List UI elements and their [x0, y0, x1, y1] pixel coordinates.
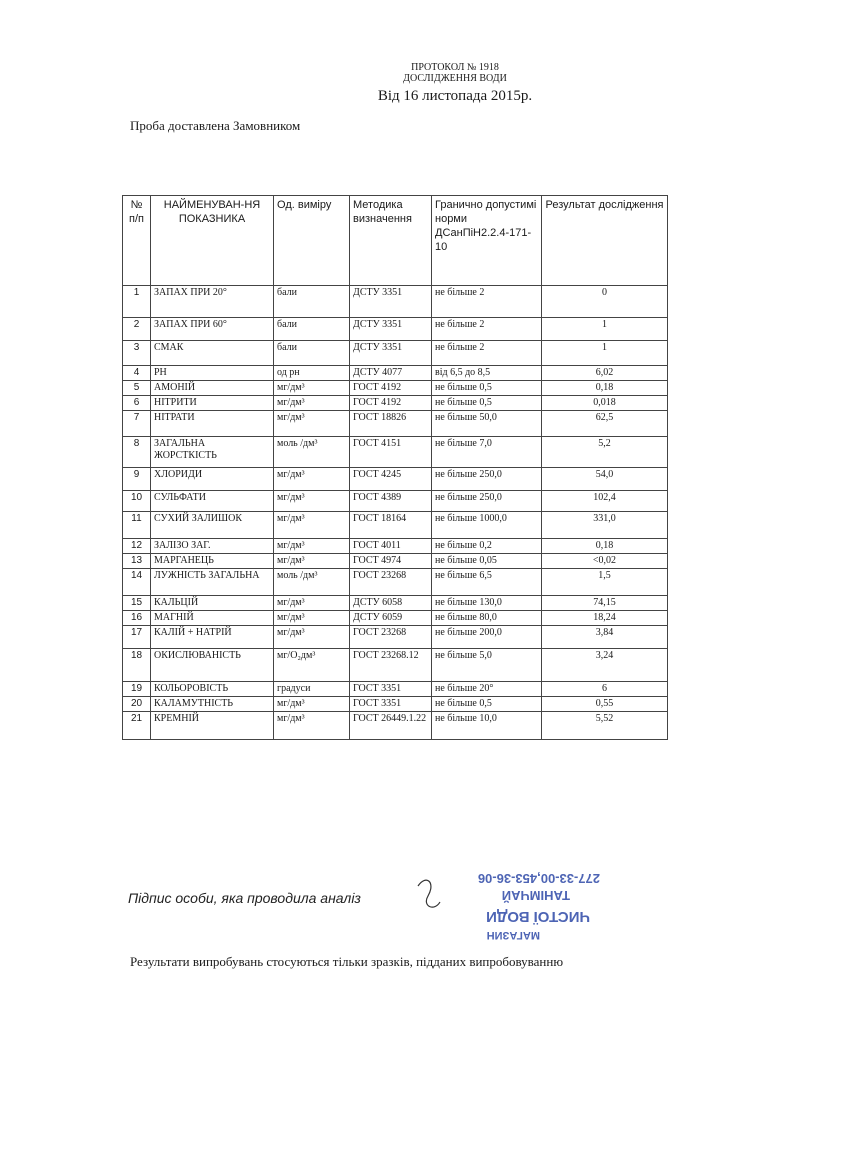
- cell-name: РН: [151, 366, 274, 381]
- cell-method: ДСТУ 6059: [350, 611, 432, 626]
- cell-norm: не більше 0,05: [432, 554, 542, 569]
- stamp-line: ЧИСТОЇ ВОДИ: [486, 908, 590, 925]
- cell-no: 20: [123, 697, 151, 712]
- table-row: [123, 596, 668, 611]
- cell-method: ДСТУ 3351: [350, 286, 432, 318]
- cell-name: НІТРИТИ: [151, 396, 274, 411]
- cell-unit: бали: [274, 341, 350, 366]
- cell-norm: не більше 10,0: [432, 712, 542, 740]
- cell-no: 13: [123, 554, 151, 569]
- table-row: [123, 569, 668, 596]
- table-row: [123, 411, 668, 437]
- cell-no: 3: [123, 341, 151, 366]
- cell-name: ЛУЖНІСТЬ ЗАГАЛЬНА: [151, 569, 274, 596]
- cell-unit: мг/дм³: [274, 512, 350, 539]
- cell-result: 3,84: [542, 626, 668, 649]
- table-row: [123, 381, 668, 396]
- cell-no: 8: [123, 437, 151, 468]
- cell-result: 6,02: [542, 366, 668, 381]
- cell-norm: не більше 1000,0: [432, 512, 542, 539]
- header-name: НАЙМЕНУВАН-НЯ ПОКАЗНИКА: [151, 196, 274, 286]
- table-row: [123, 539, 668, 554]
- cell-no: 6: [123, 396, 151, 411]
- cell-norm: не більше 20°: [432, 682, 542, 697]
- footer-note: Результати випробувань стосуються тільки зразків, підданих випробовуванню: [130, 954, 564, 969]
- cell-unit: мг/дм³: [274, 491, 350, 512]
- cell-norm: не більше 2: [432, 341, 542, 366]
- cell-unit: мг/дм³: [274, 554, 350, 569]
- cell-unit: бали: [274, 318, 350, 341]
- table-row: [123, 396, 668, 411]
- cell-no: 12: [123, 539, 151, 554]
- cell-method: ГОСТ 26449.1.22: [350, 712, 432, 740]
- table-row: [123, 366, 668, 381]
- cell-name: ЗАЛІЗО ЗАГ.: [151, 539, 274, 554]
- cell-no: 5: [123, 381, 151, 396]
- cell-method: ГОСТ 18826: [350, 411, 432, 437]
- table-row: [123, 682, 668, 697]
- cell-name: ЗАПАХ ПРИ 20°: [151, 286, 274, 318]
- cell-name: КАЛАМУТНІСТЬ: [151, 697, 274, 712]
- cell-unit: мг/О₂дм³: [274, 649, 350, 682]
- protocol-number: ПРОТОКОЛ № 1918: [411, 62, 499, 73]
- cell-no: 11: [123, 512, 151, 539]
- cell-method: ДСТУ 6058: [350, 596, 432, 611]
- cell-name: КРЕМНІЙ: [151, 712, 274, 740]
- cell-norm: не більше 250,0: [432, 491, 542, 512]
- cell-name: ЗАПАХ ПРИ 60°: [151, 318, 274, 341]
- cell-name: КОЛЬОРОВІСТЬ: [151, 682, 274, 697]
- cell-name: КАЛІЙ + НАТРІЙ: [151, 626, 274, 649]
- protocol-date: Від 16 листопада 2015р.: [377, 88, 533, 104]
- cell-unit: мг/дм³: [274, 411, 350, 437]
- cell-unit: градуси: [274, 682, 350, 697]
- cell-result: 1: [542, 341, 668, 366]
- cell-norm: не більше 2: [432, 318, 542, 341]
- cell-no: 1: [123, 286, 151, 318]
- cell-unit: мг/дм³: [274, 468, 350, 491]
- cell-unit: мг/дм³: [274, 381, 350, 396]
- cell-name: НІТРАТИ: [151, 411, 274, 437]
- cell-result: 18,24: [542, 611, 668, 626]
- cell-no: 18: [123, 649, 151, 682]
- cell-no: 2: [123, 318, 151, 341]
- cell-norm: не більше 7,0: [432, 437, 542, 468]
- cell-name: СУЛЬФАТИ: [151, 491, 274, 512]
- cell-result: 6: [542, 682, 668, 697]
- cell-name: МАГНІЙ: [151, 611, 274, 626]
- table-row: [123, 318, 668, 341]
- cell-no: 17: [123, 626, 151, 649]
- cell-norm: не більше 250,0: [432, 468, 542, 491]
- cell-method: ГОСТ 18164: [350, 512, 432, 539]
- cell-unit: мг/дм³: [274, 596, 350, 611]
- cell-result: 0,18: [542, 381, 668, 396]
- cell-method: ГОСТ 4389: [350, 491, 432, 512]
- cell-name: МАРГАНЕЦЬ: [151, 554, 274, 569]
- cell-no: 14: [123, 569, 151, 596]
- signature-label: Підпис особи, яка проводила аналіз: [128, 890, 361, 906]
- table-row: [123, 554, 668, 569]
- table-row: [123, 611, 668, 626]
- cell-name: АМОНІЙ: [151, 381, 274, 396]
- cell-result: 331,0: [542, 512, 668, 539]
- header-result: Результат дослідження: [542, 196, 668, 286]
- cell-result: 102,4: [542, 491, 668, 512]
- cell-no: 16: [123, 611, 151, 626]
- cell-method: ГОСТ 4192: [350, 396, 432, 411]
- cell-method: ГОСТ 4011: [350, 539, 432, 554]
- header-norm: Гранично допустимі норми ДСанПіН2.2.4-171-10: [432, 196, 542, 286]
- cell-no: 7: [123, 411, 151, 437]
- cell-norm: не більше 6,5: [432, 569, 542, 596]
- cell-result: 5,2: [542, 437, 668, 468]
- table-row: [123, 649, 668, 682]
- cell-result: 0,018: [542, 396, 668, 411]
- cell-no: 21: [123, 712, 151, 740]
- cell-norm: не більше 200,0: [432, 626, 542, 649]
- cell-unit: мг/дм³: [274, 626, 350, 649]
- cell-result: 62,5: [542, 411, 668, 437]
- cell-unit: мг/дм³: [274, 697, 350, 712]
- header-unit: Од. виміру: [274, 196, 350, 286]
- cell-unit: мг/дм³: [274, 611, 350, 626]
- table-row: [123, 697, 668, 712]
- cell-norm: не більше 0,2: [432, 539, 542, 554]
- cell-norm: від 6,5 до 8,5: [432, 366, 542, 381]
- table-row: [123, 437, 668, 468]
- cell-name: КАЛЬЦІЙ: [151, 596, 274, 611]
- cell-no: 9: [123, 468, 151, 491]
- cell-no: 19: [123, 682, 151, 697]
- stamp-seal: [370, 856, 610, 946]
- cell-method: ГОСТ 4974: [350, 554, 432, 569]
- cell-norm: не більше 0,5: [432, 697, 542, 712]
- cell-unit: мг/дм³: [274, 712, 350, 740]
- table-row: [123, 468, 668, 491]
- table-header-row: [123, 196, 668, 286]
- table-row: [123, 491, 668, 512]
- cell-norm: не більше 50,0: [432, 411, 542, 437]
- cell-method: ДСТУ 3351: [350, 318, 432, 341]
- cell-result: 1,5: [542, 569, 668, 596]
- results-table: [122, 195, 668, 740]
- cell-method: ГОСТ 23268.12: [350, 649, 432, 682]
- table-row: [123, 712, 668, 740]
- cell-unit: мг/дм³: [274, 539, 350, 554]
- cell-method: ГОСТ 23268: [350, 569, 432, 596]
- table-row: [123, 286, 668, 318]
- table-row: [123, 626, 668, 649]
- cell-method: ГОСТ 3351: [350, 697, 432, 712]
- signature-scribble: [418, 880, 440, 907]
- cell-no: 10: [123, 491, 151, 512]
- cell-method: ДСТУ 4077: [350, 366, 432, 381]
- cell-method: ДСТУ 3351: [350, 341, 432, 366]
- protocol-subtitle: ДОСЛІДЖЕННЯ ВОДИ: [403, 73, 507, 84]
- cell-name: ЗАГАЛЬНА ЖОРСТКІСТЬ: [151, 437, 274, 468]
- cell-unit: мг/дм³: [274, 396, 350, 411]
- cell-norm: не більше 130,0: [432, 596, 542, 611]
- cell-norm: не більше 2: [432, 286, 542, 318]
- cell-result: 54,0: [542, 468, 668, 491]
- sample-note: Проба доставлена Замовником: [130, 118, 301, 133]
- cell-unit: од рн: [274, 366, 350, 381]
- cell-result: <0,02: [542, 554, 668, 569]
- cell-method: ГОСТ 4151: [350, 437, 432, 468]
- header-no: № п/п: [123, 196, 151, 286]
- table-row: [123, 512, 668, 539]
- cell-name: ОКИСЛЮВАНІСТЬ: [151, 649, 274, 682]
- stamp-line: 277-33-00,453-36-06: [477, 871, 600, 886]
- cell-norm: не більше 0,5: [432, 381, 542, 396]
- cell-name: СУХИЙ ЗАЛИШОК: [151, 512, 274, 539]
- cell-result: 5,52: [542, 712, 668, 740]
- cell-result: 0,18: [542, 539, 668, 554]
- cell-result: 1: [542, 318, 668, 341]
- stamp-line: МАГАЗИН: [486, 929, 540, 941]
- cell-result: 3,24: [542, 649, 668, 682]
- cell-no: 4: [123, 366, 151, 381]
- cell-name: ХЛОРИДИ: [151, 468, 274, 491]
- cell-method: ГОСТ 4192: [350, 381, 432, 396]
- cell-method: ГОСТ 4245: [350, 468, 432, 491]
- cell-no: 15: [123, 596, 151, 611]
- cell-result: 0: [542, 286, 668, 318]
- cell-result: 74,15: [542, 596, 668, 611]
- header-method: Методика визначення: [350, 196, 432, 286]
- cell-result: 0,55: [542, 697, 668, 712]
- cell-norm: не більше 0,5: [432, 396, 542, 411]
- cell-name: СМАК: [151, 341, 274, 366]
- table-row: [123, 341, 668, 366]
- cell-method: ГОСТ 3351: [350, 682, 432, 697]
- cell-unit: бали: [274, 286, 350, 318]
- cell-norm: не більше 5,0: [432, 649, 542, 682]
- cell-unit: моль /дм³: [274, 569, 350, 596]
- cell-norm: не більше 80,0: [432, 611, 542, 626]
- stamp-line: ТАНІМЧАЙ: [501, 888, 570, 903]
- cell-unit: моль /дм³: [274, 437, 350, 468]
- cell-method: ГОСТ 23268: [350, 626, 432, 649]
